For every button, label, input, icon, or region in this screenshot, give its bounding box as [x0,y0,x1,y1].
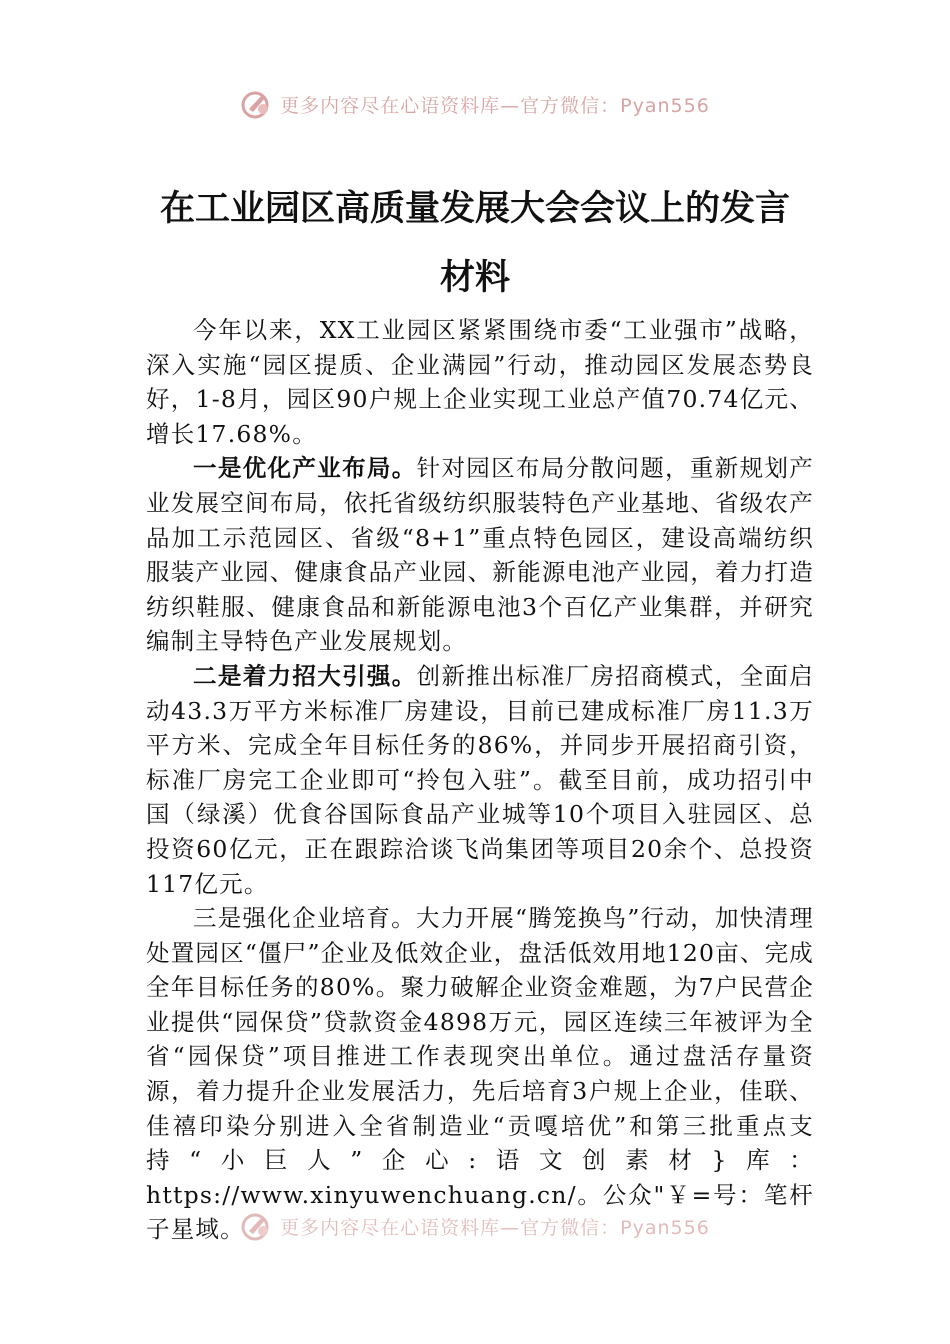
paragraph-lead: 二是着力招大引强。 [193,661,417,690]
watermark-footer [0,1204,950,1248]
paragraph-lead: 一是优化产业布局。 [193,454,417,483]
paragraph-cultivation [146,901,814,1247]
watermark-header [0,82,950,126]
document-title-line1: 在工业园区高质量发展大会会议上的发言 [159,188,790,229]
watermark-text: 更多内容尽在心语资料库—官方微信：Pyan556 [280,94,710,117]
paragraph-text: 三是强化企业培育。大力开展“腾笼换鸟”行动，加快清理处置园区“僵尸”企业及低效企业，盘活低效用地120亩、完成全年目标任务的80%。聚力破解企业资金难题，为7户民营企业提供“园保贷”贷款资金4898万元，园区连续三年被评为全省“园保贷”项目推进工作表现突出单位。通过盘活存量资源，着力提升企业发展活力，先后培育3户规上企业，佳联、佳禧印染分别进入全省制造业“贡嘎培优”和第三批重点支持“小巨人”企心:语文创素材}库：https://www.xinyuwenchuang.cn/。公众"￥=号：笔杆子星域。 [146,904,814,1244]
logo-icon [240,1209,274,1243]
paragraph-investment [146,659,814,901]
watermark-text: 更多内容尽在心语资料库—官方微信：Pyan556 [280,1216,710,1239]
document-body [146,313,814,1247]
paragraph-text: 今年以来，XX工业园区紧紧围绕市委“工业强市”战略，深入实施“园区提质、企业满园”行动，推动园区发展态势良好，1-8月，园区90户规上企业实现工业总产值70.74亿元、增长17.68%。 [146,316,814,448]
paragraph-text: 针对园区布局分散问题，重新规划产业发展空间布局，依托省级纺织服装特色产业基地、省级农产品加工示范园区、省级“8+1”重点特色园区，建设高端纺织服装产业园、健康食品产业园、新能源电池产业园，着力打造纺织鞋服、健康食品和新能源电池3个百亿产业集群，并研究编制主导特色产业发展规划。 [146,454,814,656]
paragraph-intro [146,313,814,451]
document-title-line2: 材料 [439,257,510,298]
paragraph-text: 创新推出标准厂房招商模式，全面启动43.3万平方米标准厂房建设，目前已建成标准厂房11.3万平方米、完成全年目标任务的86%，并同步开展招商引资，标准厂房完工企业即可“拎包入驻”。截至目前，成功招引中国（绿溪）优食谷国际食品产业城等10个项目入驻园区、总投资60亿元，正在跟踪洽谈飞尚集团等项目20余个、总投资117亿元。 [146,661,814,898]
logo-icon [240,87,274,121]
paragraph-layout [146,451,814,659]
